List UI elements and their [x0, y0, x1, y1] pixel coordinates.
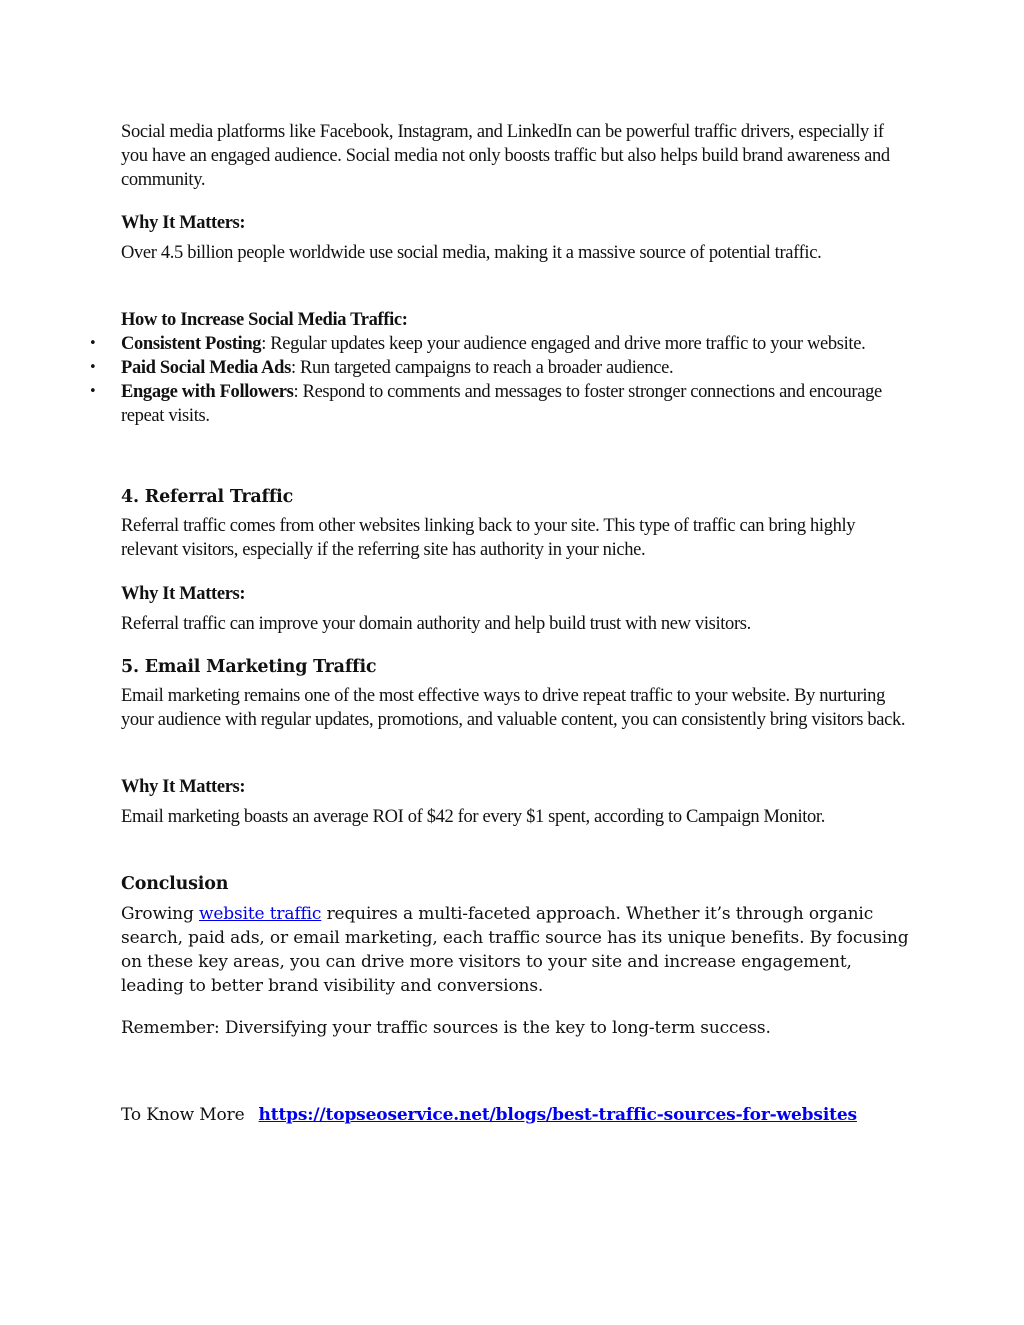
conclusion-paragraph [121, 902, 911, 998]
to-know-more-label: To Know More [121, 1105, 245, 1125]
referral-why-heading: Why It Matters: [121, 584, 246, 604]
bullet-text: : Run targeted campaigns to reach a broader audience. [290, 358, 674, 378]
list-item [89, 380, 911, 428]
tips-list [89, 332, 911, 428]
to-know-more [121, 1103, 911, 1127]
email-why-heading: Why It Matters: [121, 777, 246, 797]
bullet-icon: • [89, 336, 97, 351]
bullet-icon: • [89, 360, 97, 375]
bullet-text: : Respond to comments and messages to foster stronger connections and encourage repeat visits. [121, 382, 882, 426]
bullet-icon: • [89, 384, 97, 399]
how-heading: How to Increase Social Media Traffic: [121, 310, 408, 330]
email-why-text: Email marketing boasts an average ROI of $42 for every $1 spent, according to Campaign Monitor. [121, 807, 825, 827]
referral-paragraph: Referral traffic comes from other websites linking back to your site. This type of traffic can bring highly relevant visitors, especially if the referring site has authority in your niche. [121, 516, 856, 560]
bullet-label: Engage with Followers [121, 382, 294, 402]
intro-why-text: Over 4.5 billion people worldwide use social media, making it a massive source of potential traffic. [121, 243, 822, 263]
bullet-text: : Regular updates keep your audience engaged and drive more traffic to your website. [261, 334, 866, 354]
source-url-link[interactable]: https://topseoservice.net/blogs/best-traffic-sources-for-websites [258, 1105, 857, 1125]
intro-why-heading: Why It Matters: [121, 213, 246, 233]
referral-heading: 4. Referral Traffic [121, 487, 294, 507]
website-traffic-link[interactable]: website traffic [198, 904, 322, 924]
referral-why-text: Referral traffic can improve your domain authority and help build trust with new visitors. [121, 614, 751, 634]
email-paragraph: Email marketing remains one of the most effective ways to drive repeat traffic to your website. By nurturing your audience with regular updates, promotions, and valuable content, you can consistently bring visitors back. [121, 686, 906, 730]
list-item [89, 332, 911, 356]
bullet-label: Consistent Posting [121, 334, 262, 354]
bullet-label: Paid Social Media Ads [121, 358, 291, 378]
conclusion-text-end: requires a multi-faceted approach. Whether it’s through organic search, paid ads, or email marketing, each traffic source has its unique benefits. By focusing on these key areas, you can drive more visitors to your site and increase engagement, leading to better brand visibility and conversions. [121, 904, 909, 996]
email-heading: 5. Email Marketing Traffic [121, 657, 377, 677]
list-item [89, 356, 911, 380]
intro-paragraph: Social media platforms like Facebook, Instagram, and LinkedIn can be powerful traffic drivers, especially if you have an engaged audience. Social media not only boosts traffic but also helps build brand awareness and community. [121, 122, 890, 190]
conclusion-heading: Conclusion [121, 874, 229, 894]
remember-text: Remember: Diversifying your traffic sources is the key to long-term success. [121, 1018, 771, 1038]
conclusion-text-start: Growing [121, 904, 199, 924]
